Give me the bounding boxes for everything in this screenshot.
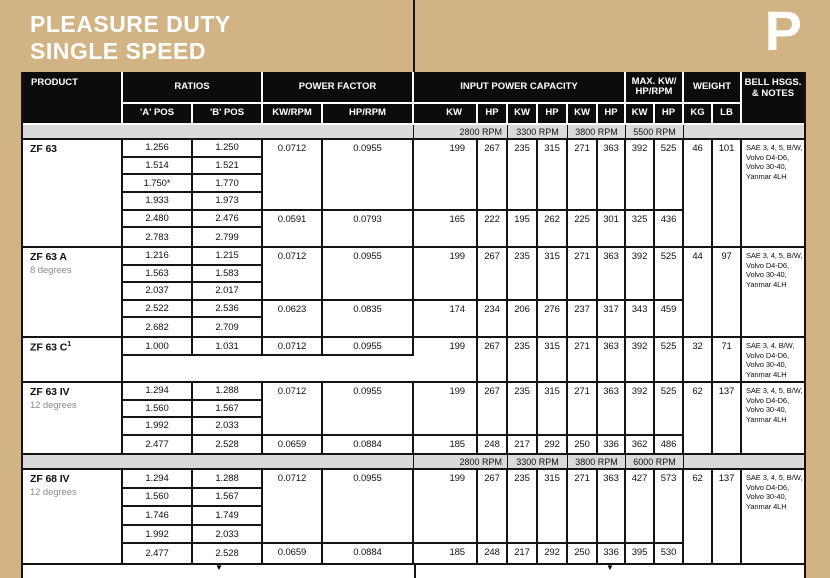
max-hp-cell: 573 <box>655 470 684 544</box>
ratio-b-cell: 1.770 <box>193 175 263 193</box>
power-factor-hp-cell: 0.0955 <box>323 140 414 211</box>
ratio-a-cell: 1.514 <box>123 158 193 176</box>
ratio-b-cell: 2.017 <box>193 283 263 301</box>
rpm-band <box>23 455 804 470</box>
bell-note-line: Yanmar 4LH <box>746 501 787 511</box>
bell-housing-notes-cell <box>742 383 804 453</box>
product-cell <box>23 248 123 336</box>
ratio-a-cell: 1.992 <box>123 418 193 436</box>
subheader-b-pos: 'B' POS <box>193 104 263 125</box>
power-factor-kw-cell: 0.0659 <box>263 436 323 454</box>
subheader-hp: HP <box>655 104 684 125</box>
power-factor-kw-cell: 0.0659 <box>263 544 323 563</box>
max-kw-cell: 362 <box>626 436 655 454</box>
input-power-cell: 235 <box>508 338 538 381</box>
power-factor-kw-cell: 0.0712 <box>263 248 323 301</box>
spec-table <box>21 72 806 578</box>
input-power-cell: 276 <box>538 301 568 336</box>
input-power-cell: 267 <box>478 470 508 544</box>
section-zf-63-iv <box>23 383 804 455</box>
max-kw-cell: 427 <box>626 470 655 544</box>
subheader-kw: KW <box>626 104 655 125</box>
input-power-cell: 363 <box>598 248 626 301</box>
bell-note-line: Volvo D4-D6, <box>746 482 789 492</box>
max-hp-cell: 525 <box>655 338 684 381</box>
max-kw-cell: 392 <box>626 383 655 436</box>
ratio-b-cell: 2.528 <box>193 544 263 563</box>
input-power-cell: 317 <box>598 301 626 336</box>
input-power-cell: 174 <box>414 301 478 336</box>
input-power-cell: 235 <box>508 140 538 211</box>
input-power-cell: 271 <box>568 140 598 211</box>
ratio-b-cell: 2.476 <box>193 211 263 229</box>
input-power-cell: 217 <box>508 544 538 563</box>
header-max-kw-hp <box>626 72 684 104</box>
input-power-cell: 315 <box>538 140 568 211</box>
max-hp-cell: 459 <box>655 301 684 336</box>
power-factor-hp-cell: 0.0793 <box>323 211 414 246</box>
rpm-label: 3800 RPM <box>568 455 626 468</box>
bell-note-line: Volvo D4-D6, <box>746 350 789 360</box>
header-max-line2: HP/RPM <box>635 86 673 97</box>
ratio-a-cell: 2.783 <box>123 228 193 246</box>
ratio-b-cell: 1.031 <box>193 338 263 356</box>
table-bottom-strip <box>23 565 804 578</box>
power-factor-hp-cell: 0.0955 <box>323 383 414 436</box>
weight-lb-cell: 101 <box>713 140 742 246</box>
product-subtitle: 12 degrees <box>30 400 77 411</box>
weight-kg-cell: 32 <box>684 338 713 381</box>
section-zf-63 <box>23 140 804 248</box>
table-body <box>23 125 804 578</box>
power-factor-kw-cell: 0.0712 <box>263 140 323 211</box>
input-power-cell: 363 <box>598 383 626 436</box>
subheader-kw-rpm: KW/RPM <box>263 104 323 125</box>
input-power-cell: 271 <box>568 470 598 544</box>
ratio-b-cell: 1.521 <box>193 158 263 176</box>
bell-note-line: Volvo 30-40, <box>746 162 787 172</box>
input-power-cell: 336 <box>598 544 626 563</box>
ratio-b-cell: 1.250 <box>193 140 263 158</box>
power-factor-hp-cell: 0.0884 <box>323 544 414 563</box>
rpm-band <box>23 125 804 140</box>
ratio-b-cell: 2.709 <box>193 318 263 336</box>
ratio-a-cell: 2.037 <box>123 283 193 301</box>
ratio-a-cell: 1.933 <box>123 193 193 211</box>
input-power-cell: 235 <box>508 248 538 301</box>
divider-line-continuation <box>414 565 416 578</box>
ratio-b-cell: 1.288 <box>193 383 263 401</box>
section-zf-63-c <box>23 338 804 383</box>
vertical-divider-line <box>413 0 415 72</box>
product-cell <box>23 140 123 246</box>
subheader-lb: LB <box>713 104 742 125</box>
max-kw-cell: 343 <box>626 301 655 336</box>
product-cell <box>23 470 123 563</box>
input-power-cell: 225 <box>568 211 598 246</box>
subheader-hp: HP <box>538 104 568 125</box>
ratio-b-cell: 2.799 <box>193 228 263 246</box>
max-kw-cell: 392 <box>626 248 655 301</box>
page-title <box>30 11 231 65</box>
header-bell-line1: BELL HSGS. <box>744 77 802 88</box>
max-hp-cell: 436 <box>655 211 684 246</box>
section-letter: P <box>764 0 802 62</box>
input-power-cell: 267 <box>478 338 508 381</box>
weight-kg-cell: 46 <box>684 140 713 246</box>
input-power-cell: 262 <box>538 211 568 246</box>
max-kw-cell: 392 <box>626 140 655 211</box>
ratio-a-cell: 1.746 <box>123 507 193 526</box>
rpm-label: 3300 RPM <box>508 125 568 138</box>
input-power-cell: 250 <box>568 436 598 454</box>
input-power-cell: 248 <box>478 436 508 454</box>
max-kw-cell: 392 <box>626 338 655 381</box>
input-power-cell: 165 <box>414 211 478 246</box>
header-product: PRODUCT <box>23 72 123 125</box>
power-factor-kw-cell: 0.0712 <box>263 338 323 356</box>
power-factor-kw-cell: 0.0712 <box>263 470 323 544</box>
bell-note-line: Volvo 30-40, <box>746 405 787 415</box>
bell-note-line: Yanmar 4LH <box>746 171 787 181</box>
bell-note-line: Volvo D4-D6, <box>746 260 789 270</box>
bell-note-line: Volvo 30-40, <box>746 492 787 502</box>
product-cell <box>23 383 123 453</box>
bell-note-line: Volvo D4-D6, <box>746 152 789 162</box>
input-power-cell: 199 <box>414 248 478 301</box>
rpm-band-filler <box>684 125 804 138</box>
section-zf-63-a <box>23 248 804 338</box>
subheader-a-pos: 'A' POS <box>123 104 193 125</box>
bell-note-line: SAE 3, 4, 5, B/W, <box>746 143 803 152</box>
product-name-text: ZF 63 A <box>30 251 67 263</box>
header-power-factor: POWER FACTOR <box>263 72 414 104</box>
bell-note-line: Yanmar 4LH <box>746 369 787 379</box>
rpm-band-spacer <box>23 455 414 468</box>
ratio-a-cell: 1.560 <box>123 489 193 508</box>
product-name <box>30 473 69 485</box>
product-footnote-sup: 1 <box>67 341 72 348</box>
ratio-a-cell: 1.000 <box>123 338 193 356</box>
subheader-hp: HP <box>478 104 508 125</box>
weight-lb-cell: 71 <box>713 338 742 381</box>
subheader-kw: KW <box>414 104 478 125</box>
power-factor-kw-cell: 0.0623 <box>263 301 323 336</box>
product-name-text: ZF 68 IV <box>30 473 70 485</box>
input-power-cell: 250 <box>568 544 598 563</box>
product-name <box>30 143 57 155</box>
ratio-a-cell: 1.216 <box>123 248 193 266</box>
bell-housing-notes-cell <box>742 140 804 246</box>
power-factor-hp-cell: 0.0955 <box>323 470 414 544</box>
input-power-cell: 222 <box>478 211 508 246</box>
subheader-hp: HP <box>598 104 626 125</box>
ratio-a-cell: 2.682 <box>123 318 193 336</box>
subheader-kw: KW <box>568 104 598 125</box>
subheader-hp-rpm: HP/RPM <box>323 104 414 125</box>
input-power-cell: 292 <box>538 544 568 563</box>
bell-note-line: Yanmar 4LH <box>746 414 787 424</box>
rpm-label: 2800 RPM <box>414 125 508 138</box>
input-power-cell: 267 <box>478 383 508 436</box>
input-power-cell: 234 <box>478 301 508 336</box>
weight-kg-cell: 62 <box>684 470 713 563</box>
input-power-cell: 267 <box>478 140 508 211</box>
bell-housing-notes-cell <box>742 338 804 381</box>
input-power-cell: 363 <box>598 470 626 544</box>
product-cell <box>23 338 123 381</box>
ratio-a-cell: 2.522 <box>123 301 193 319</box>
bell-note-line: Volvo D4-D6, <box>746 395 789 405</box>
max-hp-cell: 530 <box>655 544 684 563</box>
input-power-cell: 235 <box>508 470 538 544</box>
product-subtitle: 12 degrees <box>30 487 77 498</box>
input-power-cell: 315 <box>538 248 568 301</box>
input-power-cell: 363 <box>598 338 626 381</box>
weight-kg-cell: 44 <box>684 248 713 336</box>
power-factor-hp-cell: 0.0955 <box>323 338 414 356</box>
weight-kg-cell: 62 <box>684 383 713 453</box>
ratio-b-cell: 2.033 <box>193 526 263 545</box>
input-power-cell: 315 <box>538 338 568 381</box>
power-factor-kw-cell: 0.0712 <box>263 383 323 436</box>
bell-note-line: SAE 3, 4, 5, B/W, <box>746 386 803 395</box>
input-power-cell: 248 <box>478 544 508 563</box>
max-hp-cell: 525 <box>655 248 684 301</box>
page-title-line1: PLEASURE DUTY <box>30 11 231 37</box>
weight-lb-cell: 137 <box>713 470 742 563</box>
weight-lb-cell: 137 <box>713 383 742 453</box>
bell-note-line: Yanmar 4LH <box>746 279 787 289</box>
rpm-band-spacer <box>23 125 414 138</box>
ratio-a-cell: 1.256 <box>123 140 193 158</box>
ratio-a-cell: 1.992 <box>123 526 193 545</box>
rpm-label: 3300 RPM <box>508 455 568 468</box>
header-bell-hsgs <box>742 72 804 125</box>
ratio-b-cell: 2.528 <box>193 436 263 454</box>
power-factor-hp-cell: 0.0955 <box>323 248 414 301</box>
rpm-label: 2800 RPM <box>414 455 508 468</box>
ratio-b-cell: 2.536 <box>193 301 263 319</box>
ratio-a-cell: 2.480 <box>123 211 193 229</box>
ratio-a-cell: 1.750* <box>123 175 193 193</box>
ratio-a-cell: 1.294 <box>123 470 193 489</box>
rpm-label: 3800 RPM <box>568 125 626 138</box>
header-max-line1: MAX. KW/ <box>631 75 677 87</box>
input-power-cell: 315 <box>538 470 568 544</box>
power-factor-hp-cell: 0.0884 <box>323 436 414 454</box>
product-name <box>30 251 67 263</box>
rpm-label: 6000 RPM <box>626 455 684 468</box>
product-name-text: ZF 63 IV <box>30 386 70 398</box>
input-power-cell: 336 <box>598 436 626 454</box>
input-power-cell: 271 <box>568 338 598 381</box>
bell-note-line: Volvo 30-40, <box>746 270 787 280</box>
rpm-label: 5500 RPM <box>626 125 684 138</box>
bell-note-line: SAE 3, 4, B/W, <box>746 341 795 350</box>
max-hp-cell: 525 <box>655 383 684 436</box>
continuation-arrow: ▼ <box>606 563 614 572</box>
product-subtitle: 8 degrees <box>30 265 72 276</box>
ratio-b-cell: 1.288 <box>193 470 263 489</box>
input-power-cell: 185 <box>414 544 478 563</box>
input-power-cell: 235 <box>508 383 538 436</box>
header-weight: WEIGHT <box>684 72 742 104</box>
input-power-cell: 206 <box>508 301 538 336</box>
power-factor-kw-cell: 0.0591 <box>263 211 323 246</box>
page-title-line2: SINGLE SPEED <box>30 38 206 64</box>
ratio-a-cell: 1.563 <box>123 266 193 284</box>
input-power-cell: 271 <box>568 383 598 436</box>
input-power-cell: 292 <box>538 436 568 454</box>
product-name-text: ZF 63 <box>30 143 57 155</box>
table-header <box>23 72 804 125</box>
subheader-kg: KG <box>684 104 713 125</box>
header-ratios: RATIOS <box>123 72 263 104</box>
ratio-a-cell: 1.294 <box>123 383 193 401</box>
product-name-text: ZF 63 C <box>30 341 68 354</box>
input-power-cell: 217 <box>508 436 538 454</box>
input-power-cell: 267 <box>478 248 508 301</box>
input-power-cell: 237 <box>568 301 598 336</box>
bell-note-line: SAE 3, 4, 5, B/W, <box>746 251 803 260</box>
ratio-b-cell: 1.583 <box>193 266 263 284</box>
product-name <box>30 386 69 398</box>
continuation-arrow: ▼ <box>215 563 223 572</box>
input-power-cell: 271 <box>568 248 598 301</box>
max-kw-cell: 395 <box>626 544 655 563</box>
ratio-a-cell: 2.477 <box>123 436 193 454</box>
bell-housing-notes-cell <box>742 248 804 336</box>
subheader-kw: KW <box>508 104 538 125</box>
input-power-cell: 199 <box>414 338 478 381</box>
bell-housing-notes-cell <box>742 470 804 563</box>
ratio-b-cell: 2.033 <box>193 418 263 436</box>
product-name <box>30 341 71 354</box>
ratio-b-cell: 1.973 <box>193 193 263 211</box>
header-bell-line2: & NOTES <box>751 87 795 99</box>
ratio-a-cell: 1.560 <box>123 401 193 419</box>
input-power-cell: 195 <box>508 211 538 246</box>
bell-note-line: SAE 3, 4, 5, B/W, <box>746 473 803 482</box>
ratio-a-cell: 2.477 <box>123 544 193 563</box>
input-power-cell: 199 <box>414 383 478 436</box>
power-factor-hp-cell: 0.0835 <box>323 301 414 336</box>
ratio-b-cell: 1.749 <box>193 507 263 526</box>
weight-lb-cell: 97 <box>713 248 742 336</box>
rpm-band-filler <box>684 455 804 468</box>
input-power-cell: 301 <box>598 211 626 246</box>
max-hp-cell: 486 <box>655 436 684 454</box>
section-zf-68-iv <box>23 470 804 565</box>
max-kw-cell: 325 <box>626 211 655 246</box>
input-power-cell: 363 <box>598 140 626 211</box>
max-hp-cell: 525 <box>655 140 684 211</box>
bell-note-line: Volvo 30-40, <box>746 360 787 370</box>
ratio-b-cell: 1.567 <box>193 401 263 419</box>
input-power-cell: 199 <box>414 470 478 544</box>
ratio-b-cell: 1.567 <box>193 489 263 508</box>
input-power-cell: 199 <box>414 140 478 211</box>
header-input-power: INPUT POWER CAPACITY <box>414 72 626 104</box>
input-power-cell: 315 <box>538 383 568 436</box>
ratio-b-cell: 1.215 <box>193 248 263 266</box>
input-power-cell: 185 <box>414 436 478 454</box>
